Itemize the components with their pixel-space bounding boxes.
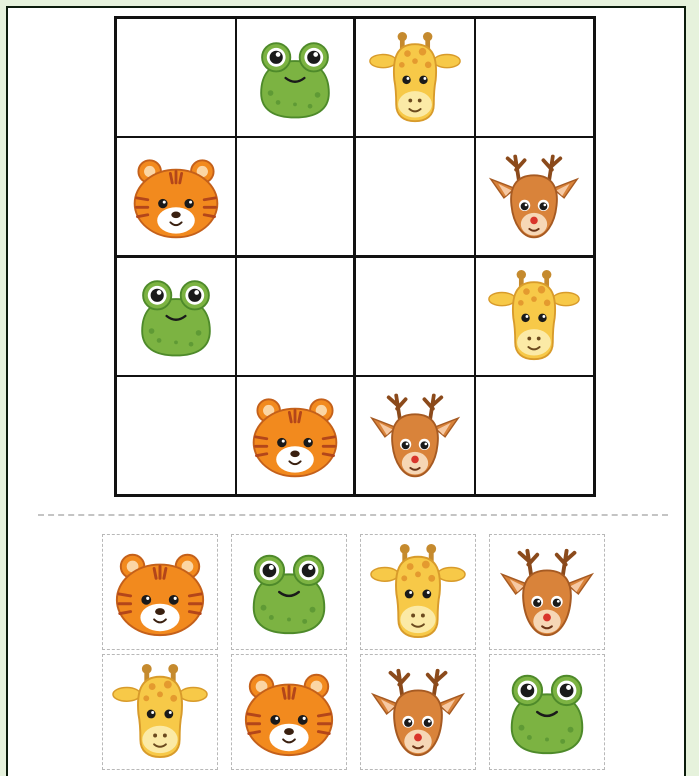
board-cell[interactable] bbox=[475, 137, 595, 256]
board-cell[interactable] bbox=[236, 376, 356, 495]
tiger-icon bbox=[240, 663, 338, 761]
board-cell[interactable] bbox=[236, 137, 356, 256]
cutout-piece[interactable] bbox=[360, 654, 476, 770]
cutout-piece[interactable] bbox=[231, 654, 347, 770]
sudoku-board bbox=[114, 16, 596, 497]
cutout-piece[interactable] bbox=[231, 534, 347, 650]
frog-icon bbox=[240, 543, 338, 641]
board-cell[interactable] bbox=[236, 18, 356, 137]
board-cell[interactable] bbox=[355, 137, 475, 256]
cutout-piece[interactable] bbox=[102, 654, 218, 770]
cutout-pieces bbox=[102, 534, 606, 772]
cutout-piece[interactable] bbox=[489, 534, 605, 650]
deer-icon bbox=[369, 663, 467, 761]
frog-icon bbox=[129, 269, 223, 363]
cutout-piece[interactable] bbox=[360, 534, 476, 650]
board-cell[interactable] bbox=[116, 137, 236, 256]
board-cell[interactable] bbox=[355, 18, 475, 137]
cutout-piece[interactable] bbox=[489, 654, 605, 770]
board-cell[interactable] bbox=[355, 257, 475, 376]
giraffe-icon bbox=[111, 663, 209, 761]
deer-icon bbox=[368, 388, 462, 482]
cut-line bbox=[38, 514, 668, 516]
tiger-icon bbox=[129, 149, 223, 243]
deer-icon bbox=[498, 543, 596, 641]
board-cell[interactable] bbox=[116, 18, 236, 137]
board-cell[interactable] bbox=[116, 257, 236, 376]
giraffe-icon bbox=[369, 543, 467, 641]
board-cell[interactable] bbox=[475, 257, 595, 376]
giraffe-icon bbox=[368, 31, 462, 125]
board-cell[interactable] bbox=[236, 257, 356, 376]
board-cell[interactable] bbox=[475, 376, 595, 495]
cutout-piece[interactable] bbox=[102, 534, 218, 650]
tiger-icon bbox=[248, 388, 342, 482]
frog-icon bbox=[498, 663, 596, 761]
deer-icon bbox=[487, 149, 581, 243]
tiger-icon bbox=[111, 543, 209, 641]
puzzle-sheet bbox=[6, 6, 686, 776]
board-cell[interactable] bbox=[355, 376, 475, 495]
board-cell[interactable] bbox=[116, 376, 236, 495]
frog-icon bbox=[248, 31, 342, 125]
giraffe-icon bbox=[487, 269, 581, 363]
board-cell[interactable] bbox=[475, 18, 595, 137]
